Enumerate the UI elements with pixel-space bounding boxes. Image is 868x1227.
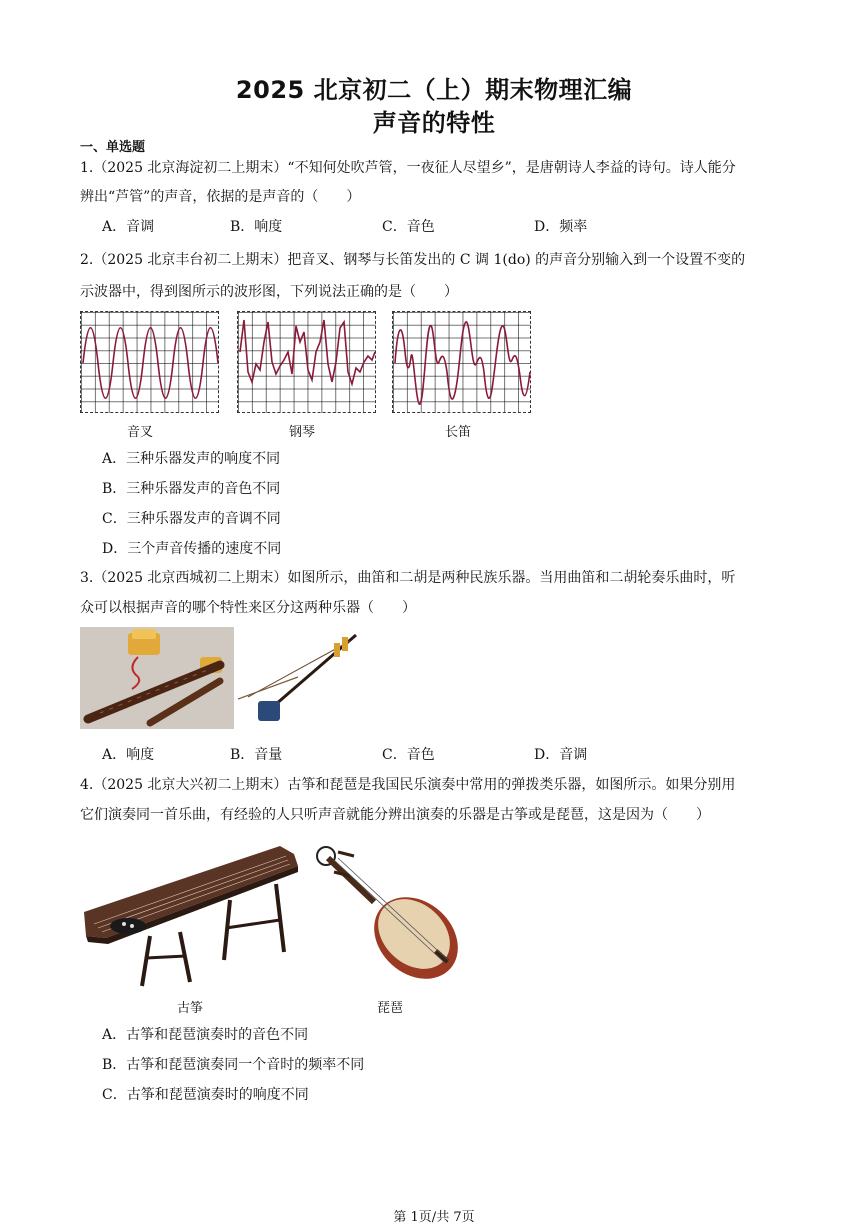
caption-pipa: 琵琶 [376,1001,403,1016]
q4-option-a[interactable]: A．古筝和琵琶演奏时的音色不同 [102,1027,309,1043]
q1-option-d[interactable]: D．频率 [534,219,588,235]
q2-option-b[interactable]: B．三种乐器发声的音色不同 [102,481,281,497]
oscilloscope-flute [392,311,531,413]
q3-option-b[interactable]: B．音量 [230,747,283,763]
q1-option-c[interactable]: C．音色 [382,219,435,235]
q1-option-b[interactable]: B．响度 [230,219,283,235]
q2-option-c[interactable]: C．三种乐器发声的音调不同 [102,511,281,527]
q3-option-c[interactable]: C．音色 [382,747,435,763]
q2-stem-line1: 2.（2025 北京丰台初二上期末）把音叉、钢琴与长笛发出的 C 调 1(do) 的声音分别输入到一个设置不变的 [80,252,746,268]
waveform-flute [393,312,532,414]
q4-stem-line2: 它们演奏同一首乐曲，有经验的人只听声音就能分辨出演奏的乐器是古筝或是琵琶，这是因为（ ） [80,807,710,823]
q1-option-a[interactable]: A．音调 [102,219,155,235]
q3-option-d[interactable]: D．音调 [534,747,588,763]
q4-option-b[interactable]: B．古筝和琵琶演奏同一个音时的频率不同 [102,1057,365,1073]
q3-stem-line2: 众可以根据声音的哪个特性来区分这两种乐器（ ） [80,600,416,616]
q4-option-c[interactable]: C．古筝和琵琶演奏时的响度不同 [102,1087,309,1103]
image-guzheng [80,840,302,990]
caption-guzheng: 古筝 [176,1001,203,1016]
page-title: 2025 北京初二（上）期末物理汇编 [235,76,633,104]
waveform-tuning-fork [81,312,220,414]
q3-stem-line1: 3.（2025 北京西城初二上期末）如图所示，曲笛和二胡是两种民族乐器。当用曲笛和二胡轮奏乐曲时，听 [80,570,736,586]
q2-option-a[interactable]: A．三种乐器发声的响度不同 [102,451,281,467]
q1-stem-line1: 1.（2025 北京海淀初二上期末）“不知何处吹芦管，一夜征人尽望乡”，是唐朝诗人李益的诗句。诗人能分 [80,160,736,176]
q1-stem-line2: 辨出“芦管”的声音，依据的是声音的（ ） [80,189,361,205]
caption-piano: 钢琴 [288,425,315,440]
q3-option-a[interactable]: A．响度 [102,747,155,763]
image-pipa [314,842,466,992]
oscilloscope-tuning-fork [80,311,219,413]
page-footer: 第 1页/共 7页 [393,1210,475,1225]
waveform-piano [238,312,377,414]
q2-stem-line2: 示波器中，得到图所示的波形图，下列说法正确的是（ ） [80,284,458,300]
caption-flute: 长笛 [444,425,471,440]
image-qudi-flute [80,627,234,729]
page-subtitle: 声音的特性 [372,109,496,137]
oscilloscope-piano [237,311,376,413]
q2-option-d[interactable]: D．三个声音传播的速度不同 [102,541,282,557]
q4-stem-line1: 4.（2025 北京大兴初二上期末）古筝和琵琶是我国民乐演奏中常用的弹拨类乐器，如图所示。如果分别用 [80,777,736,793]
section-heading: 一、单选题 [80,140,146,155]
caption-tuning-fork: 音叉 [126,425,153,440]
image-erhu [238,627,364,729]
